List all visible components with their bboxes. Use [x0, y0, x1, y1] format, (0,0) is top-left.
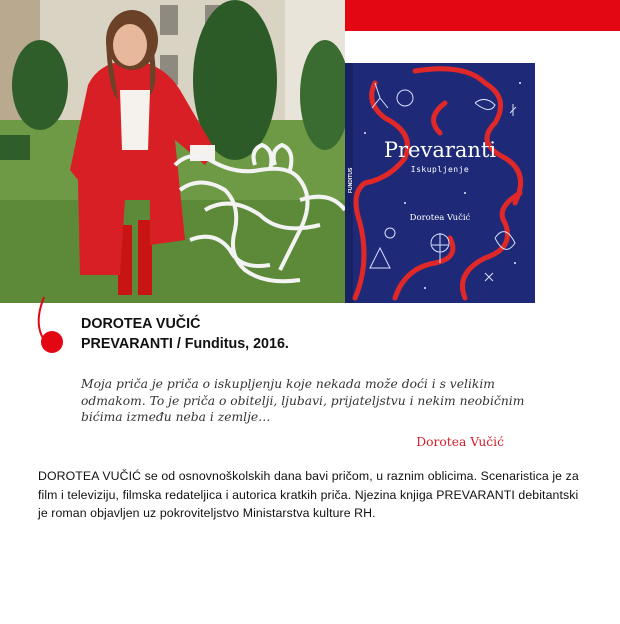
- cover-author: Dorotea Vučić: [409, 213, 471, 223]
- cover-subtitle: Iskupljenje: [410, 165, 470, 174]
- book-cover-artwork: [345, 63, 535, 303]
- cover-spine-publisher: FUNDITUS: [348, 167, 354, 193]
- author-photo-illustration: [0, 0, 345, 303]
- book-title-heading: PREVARANTI / Funditus, 2016.: [81, 336, 289, 352]
- red-swirl-ornament: [30, 295, 70, 355]
- author-quote: Moja priča je priča o iskupljenju koje nekada može doći i s velikim odmakom. To je priča o obitelji, ljubavi, prijateljstvu i nekim neobičnim bićima između neba i zemlje…: [81, 377, 525, 424]
- top-red-bar: [345, 0, 620, 31]
- author-name-heading: DOROTEA VUČIĆ: [81, 316, 201, 332]
- cover-title: Prevaranti: [383, 138, 497, 162]
- author-photo: [0, 0, 345, 303]
- book-cover: [345, 63, 535, 303]
- quote-signature: Dorotea Vučić: [416, 435, 504, 449]
- author-bio: DOROTEA VUČIĆ se od osnovnoškolskih dana bavi pričom, u raznim oblicima. Scenaristica je za film i televiziju, filmska redateljica i autorica kratkih priča. Njezina knjiga PREVARANTI debitantski je roman objavljen uz pokroviteljstvo Ministarstva kulture RH.: [38, 469, 579, 521]
